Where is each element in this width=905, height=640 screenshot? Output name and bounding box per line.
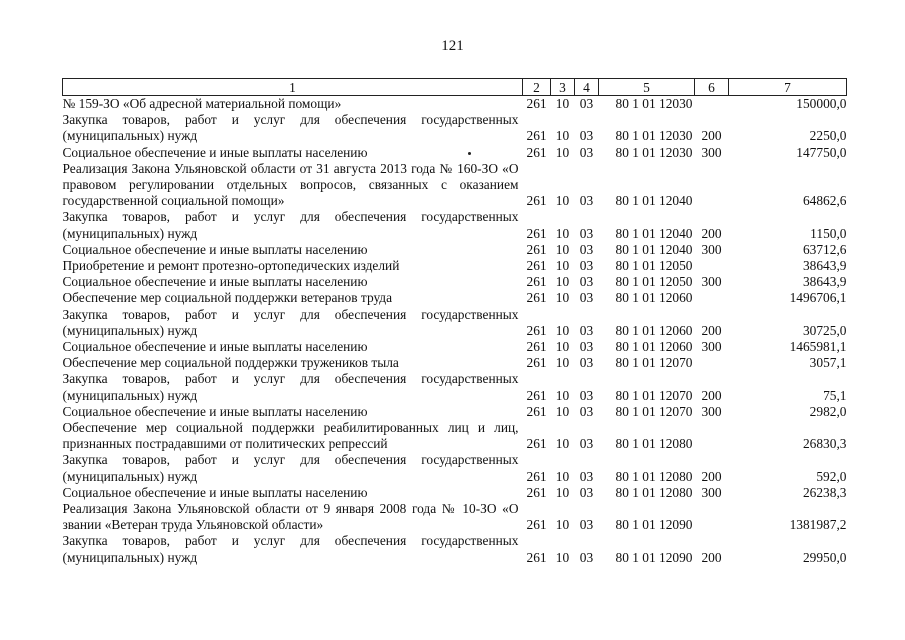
table-body <box>63 96 847 566</box>
row-name: Закупка товаров, работ и услуг для обеспечения государственных (муниципальных) нужд <box>62 452 519 484</box>
row-target-article: 80 1 01 12050 <box>615 274 693 290</box>
row-subsection: 03 <box>579 274 594 290</box>
header-col-5: 5 <box>599 79 695 96</box>
row-section: 10 <box>555 241 570 257</box>
row-amount: 30725,0 <box>802 322 847 338</box>
row-amount: 29950,0 <box>802 549 847 565</box>
row-subsection: 03 <box>579 355 594 371</box>
row-admin-code: 261 <box>526 274 547 290</box>
row-name: Закупка товаров, работ и услуг для обеспечения государственных (муниципальных) нужд <box>62 533 519 565</box>
row-name: Социальное обеспечение и иные выплаты населению <box>62 339 368 355</box>
row-name: Социальное обеспечение и иные выплаты населению <box>62 241 368 257</box>
scan-speck <box>468 152 471 155</box>
row-admin-code: 261 <box>526 290 547 306</box>
row-subsection: 03 <box>579 436 594 452</box>
row-target-article: 80 1 01 12090 <box>615 549 693 565</box>
row-section: 10 <box>555 322 570 338</box>
row-section: 10 <box>555 258 570 274</box>
row-amount: 1465981,1 <box>789 339 847 355</box>
row-section: 10 <box>555 355 570 371</box>
row-admin-code: 261 <box>526 339 547 355</box>
table-row <box>63 145 847 161</box>
row-amount: 75,1 <box>823 387 847 403</box>
row-name: Закупка товаров, работ и услуг для обеспечения государственных (муниципальных) нужд <box>62 371 519 403</box>
row-admin-code: 261 <box>526 144 547 160</box>
row-name: Социальное обеспечение и иные выплаты населению <box>62 274 368 290</box>
row-name: Закупка товаров, работ и услуг для обеспечения государственных (муниципальных) нужд <box>62 209 519 241</box>
row-target-article: 80 1 01 12040 <box>615 241 693 257</box>
row-name: Закупка товаров, работ и услуг для обеспечения государственных (муниципальных) нужд <box>62 306 519 338</box>
budget-table <box>62 78 847 566</box>
row-admin-code: 261 <box>526 517 547 533</box>
table-row <box>63 355 847 371</box>
row-admin-code: 261 <box>526 225 547 241</box>
header-col-7: 7 <box>729 79 847 96</box>
row-expense-type: 300 <box>701 403 722 419</box>
row-name: Социальное обеспечение и иные выплаты населению <box>62 484 368 500</box>
row-admin-code: 261 <box>526 355 547 371</box>
page-number: 121 <box>441 38 464 54</box>
row-subsection: 03 <box>579 387 594 403</box>
row-name: Обеспечение мер социальной поддержки тружеников тыла <box>62 355 399 371</box>
row-expense-type <box>695 258 729 274</box>
row-target-article: 80 1 01 12070 <box>615 403 693 419</box>
row-target-article: 80 1 01 12030 <box>615 96 693 111</box>
row-target-article: 80 1 01 12030 <box>615 128 693 144</box>
table-row <box>63 339 847 355</box>
row-name: Закупка товаров, работ и услуг для обеспечения государственных (муниципальных) нужд <box>62 112 519 144</box>
row-subsection: 03 <box>579 258 594 274</box>
row-name: Приобретение и ремонт протезно-ортопедических изделий <box>62 258 400 274</box>
table-row <box>63 290 847 306</box>
row-amount: 147750,0 <box>796 144 847 160</box>
row-subsection: 03 <box>579 193 594 209</box>
header-col-1: 1 <box>63 79 523 96</box>
header-col-2: 2 <box>523 79 551 96</box>
row-target-article: 80 1 01 12090 <box>615 517 693 533</box>
table-row <box>63 96 847 113</box>
row-subsection: 03 <box>579 144 594 160</box>
row-section: 10 <box>555 274 570 290</box>
row-expense-type <box>695 420 729 452</box>
row-amount: 592,0 <box>816 468 847 484</box>
row-section: 10 <box>555 517 570 533</box>
row-amount: 26830,3 <box>802 436 847 452</box>
row-section: 10 <box>555 387 570 403</box>
row-admin-code: 261 <box>526 549 547 565</box>
row-expense-type: 200 <box>701 322 722 338</box>
row-subsection: 03 <box>579 549 594 565</box>
table-row <box>63 404 847 420</box>
row-name: Обеспечение мер социальной поддержки реабилитированных лиц и лиц, признанных пострадавшими от политических репрессий <box>62 420 519 452</box>
row-admin-code: 261 <box>526 484 547 500</box>
row-expense-type <box>695 161 729 210</box>
row-expense-type: 200 <box>701 128 722 144</box>
row-section: 10 <box>555 144 570 160</box>
row-target-article: 80 1 01 12050 <box>615 258 693 274</box>
row-section: 10 <box>555 339 570 355</box>
table-row <box>63 485 847 501</box>
row-section: 10 <box>555 484 570 500</box>
row-expense-type <box>695 355 729 371</box>
row-amount: 150000,0 <box>796 96 847 111</box>
header-col-4: 4 <box>575 79 599 96</box>
row-amount: 26238,3 <box>802 484 847 500</box>
row-expense-type: 300 <box>701 274 722 290</box>
row-target-article: 80 1 01 12070 <box>615 355 693 371</box>
row-target-article: 80 1 01 12060 <box>615 322 693 338</box>
table-row <box>63 274 847 290</box>
table-row <box>63 371 847 403</box>
row-admin-code: 261 <box>526 322 547 338</box>
row-amount: 38643,9 <box>802 274 847 290</box>
row-name: Социальное обеспечение и иные выплаты населению <box>62 403 368 419</box>
row-target-article: 80 1 01 12040 <box>615 193 693 209</box>
row-expense-type: 300 <box>701 339 722 355</box>
row-admin-code: 261 <box>526 387 547 403</box>
row-section: 10 <box>555 436 570 452</box>
row-section: 10 <box>555 128 570 144</box>
row-admin-code: 261 <box>526 96 547 111</box>
row-section: 10 <box>555 290 570 306</box>
row-subsection: 03 <box>579 339 594 355</box>
row-subsection: 03 <box>579 290 594 306</box>
header-col-3: 3 <box>551 79 575 96</box>
table-header <box>63 79 847 96</box>
header-col-6: 6 <box>695 79 729 96</box>
row-expense-type <box>695 96 729 113</box>
row-expense-type: 300 <box>701 484 722 500</box>
row-expense-type: 200 <box>701 468 722 484</box>
table-row <box>63 112 847 144</box>
row-admin-code: 261 <box>526 258 547 274</box>
row-section: 10 <box>555 193 570 209</box>
row-amount: 38643,9 <box>802 258 847 274</box>
row-admin-code: 261 <box>526 241 547 257</box>
row-subsection: 03 <box>579 322 594 338</box>
row-target-article: 80 1 01 12060 <box>615 339 693 355</box>
table-row <box>63 242 847 258</box>
row-expense-type <box>695 501 729 533</box>
row-subsection: 03 <box>579 517 594 533</box>
row-expense-type: 300 <box>701 241 722 257</box>
table-row <box>63 452 847 484</box>
row-expense-type: 300 <box>701 144 722 160</box>
row-section: 10 <box>555 403 570 419</box>
row-admin-code: 261 <box>526 436 547 452</box>
row-expense-type <box>695 290 729 306</box>
row-name: Обеспечение мер социальной поддержки ветеранов труда <box>62 290 393 306</box>
row-target-article: 80 1 01 12040 <box>615 225 693 241</box>
table-row <box>63 420 847 452</box>
row-amount: 3057,1 <box>809 355 847 371</box>
row-section: 10 <box>555 96 570 111</box>
row-amount: 2982,0 <box>809 403 847 419</box>
row-target-article: 80 1 01 12070 <box>615 387 693 403</box>
row-name: Социальное обеспечение и иные выплаты населению <box>62 144 368 160</box>
row-amount: 2250,0 <box>809 128 847 144</box>
header-row <box>63 79 847 96</box>
row-admin-code: 261 <box>526 468 547 484</box>
table-row <box>63 161 847 210</box>
row-expense-type: 200 <box>701 225 722 241</box>
row-section: 10 <box>555 225 570 241</box>
row-subsection: 03 <box>579 468 594 484</box>
row-subsection: 03 <box>579 403 594 419</box>
row-amount: 1381987,2 <box>789 517 847 533</box>
row-name: № 159-ЗО «Об адресной материальной помощи» <box>62 96 342 111</box>
row-subsection: 03 <box>579 225 594 241</box>
row-admin-code: 261 <box>526 128 547 144</box>
table-row <box>63 501 847 533</box>
row-name: Реализация Закона Ульяновской области от 31 августа 2013 года № 160-ЗО «О правовом регулировании отдельных вопросов, связанных с оказанием государственной социальной помощи» <box>62 160 519 209</box>
table-row <box>63 209 847 241</box>
table-row <box>63 307 847 339</box>
row-subsection: 03 <box>579 484 594 500</box>
row-amount: 1150,0 <box>810 225 847 241</box>
row-amount: 1496706,1 <box>789 290 847 306</box>
row-target-article: 80 1 01 12030 <box>615 144 693 160</box>
row-subsection: 03 <box>579 241 594 257</box>
row-section: 10 <box>555 468 570 484</box>
row-amount: 64862,6 <box>802 193 847 209</box>
row-amount: 63712,6 <box>802 241 847 257</box>
row-admin-code: 261 <box>526 193 547 209</box>
table-row <box>63 258 847 274</box>
row-section: 10 <box>555 549 570 565</box>
row-subsection: 03 <box>579 96 594 111</box>
row-expense-type: 200 <box>701 549 722 565</box>
row-subsection: 03 <box>579 128 594 144</box>
row-target-article: 80 1 01 12080 <box>615 484 693 500</box>
row-admin-code: 261 <box>526 403 547 419</box>
table-row <box>63 533 847 565</box>
row-target-article: 80 1 01 12080 <box>615 468 693 484</box>
row-target-article: 80 1 01 12080 <box>615 436 693 452</box>
row-target-article: 80 1 01 12060 <box>615 290 693 306</box>
row-name: Реализация Закона Ульяновской области от 9 января 2008 года № 10-ЗО «О звании «Ветеран труда Ульяновской области» <box>62 501 519 533</box>
row-expense-type: 200 <box>701 387 722 403</box>
